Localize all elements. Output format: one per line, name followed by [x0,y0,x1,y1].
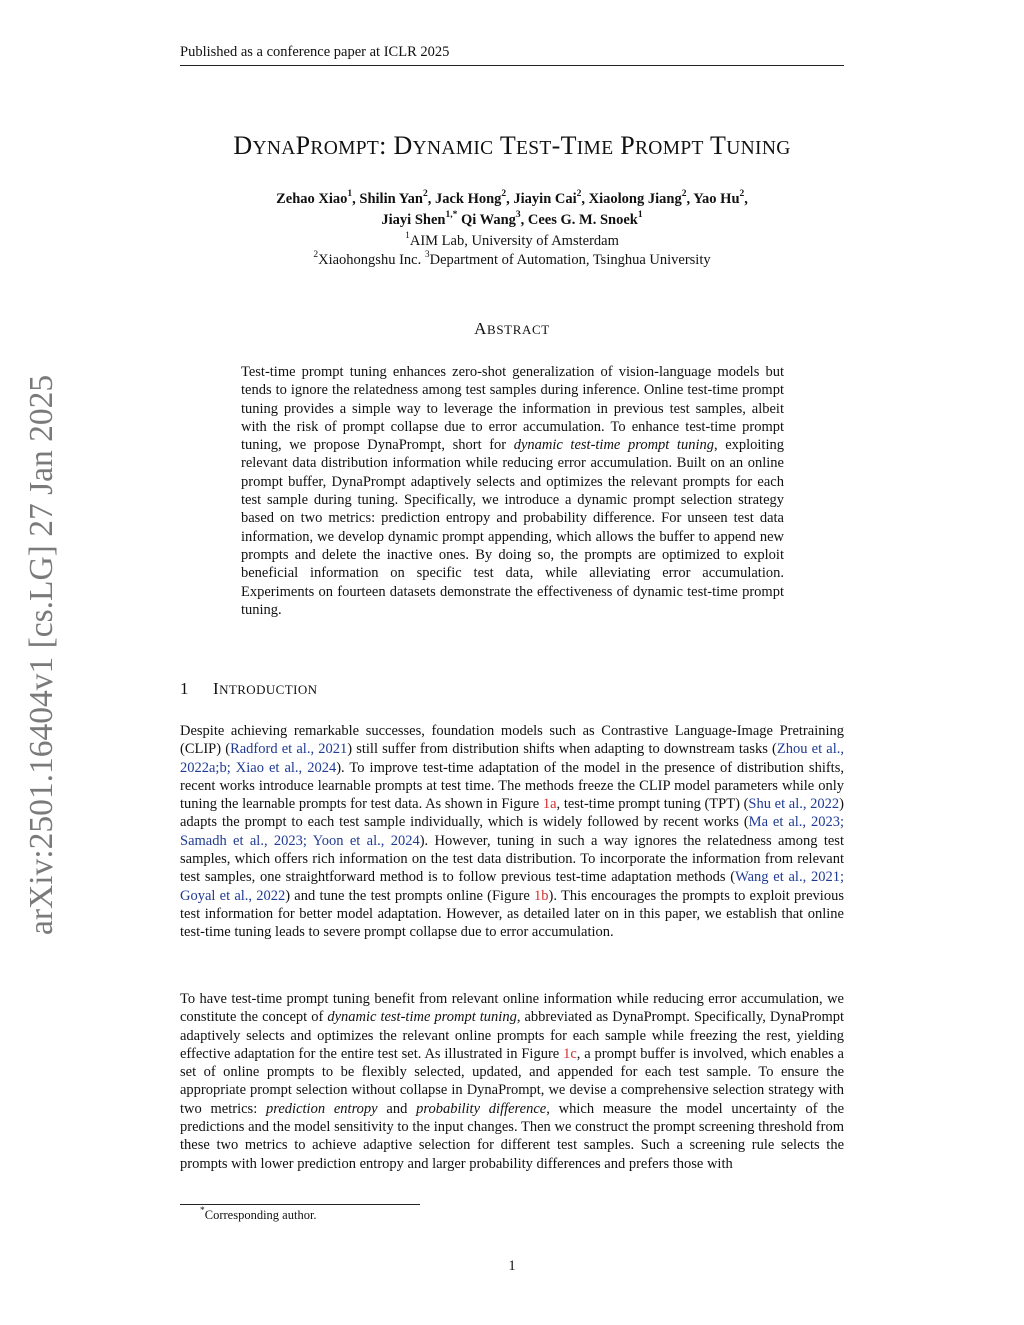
author-affiliation-marker: 2 [576,189,582,200]
body-text: Test-time prompt tuning enhances zero-shot generalization of vision-language models but tends to ignore the relatedness among test samples during inference. Online test-time prompt tuning provides a simple way to leverage the information in previous test samples, albeit with the risk of prompt collapse due to error accumulation. To enhance test-time prompt tuning, we propose DynaPrompt, short for [241,364,784,454]
citation-link[interactable]: Zhou et al., 2022a;b; Xiao et al., 2024 [180,741,844,776]
running-header: Published as a conference paper at ICLR 2025 [180,44,450,60]
figure-reference-link[interactable]: 1c [563,1045,577,1062]
footnote-marker: * [200,1205,205,1216]
section-number: 1 [180,679,189,698]
affiliation-line-1 [180,233,844,250]
author-name: Qi Wang [460,212,516,228]
affiliation-line-2 [180,252,844,269]
footnote-text: Corresponding author. [204,1208,317,1222]
citation-link[interactable]: Wang et al., 2021; Goyal et al., 2022 [180,869,844,904]
author-name: Jiayin Cai [513,191,577,207]
body-text: To have test-time prompt tuning benefit from relevant online information while reducing error accumulation, we constitute the concept of [180,991,844,1026]
section-heading [180,679,317,699]
author-affiliation-marker: 1 [347,189,353,200]
footnote [200,1205,317,1223]
affiliation-text: AIM Lab, University of Amsterdam [409,233,619,249]
body-text: , which measure the model uncertainty of the predictions and the model sensitivity to the input changes. Then we construct the prompt screening threshold from these two metrics to achieve adaptive selection for different test samples. Such a screening rule selects the prompts with lower prediction entropy and larger probability differences and prefers those with [180,1100,845,1172]
paper-title: DYNAPROMPT: DYNAMIC TEST-TIME PROMPT TUNING [233,131,791,160]
author-line-1: Zehao Xiao$^1$, Shilin Yan$^2$, Jack Hong$^2$, Jiayin Cai$^2$, Xiaolong Jiang$^2$, Yao Hu$^2$, [276,189,748,207]
citation-link[interactable]: Shu et al., 2022 [748,796,840,813]
body-paragraph-1 [180,722,844,942]
author-affiliation-marker: 2 [422,189,428,200]
body-text: , abbreviated as DynaPrompt. Specifically, DynaPrompt adaptively selects and optimizes the relevant online prompts for each sample while freezing the rest, yielding effective adaptation for the entire test set. As illustrated in Figure [180,1009,844,1062]
emphasis-text: dynamic test-time prompt tuning [327,1009,517,1026]
body-text: ). However, tuning in such a way ignores the relatedness among test samples, which offers rich information on the test data distribution. To incorporate the information from relevant test samples, one straightforward method is to follow previous test-time adaptation methods ( [180,832,844,886]
body-text: , test-time prompt tuning (TPT) ( [556,796,749,813]
emphasis-text: probability difference [416,1100,547,1117]
affiliation-marker: 2 [313,250,319,261]
author-name: Jiayi Shen [381,212,446,228]
author-name: Cees G. M. Snoek [527,212,638,228]
body-text: Despite achieving remarkable successes, foundation models such as Contrastive Language-Image Pretraining (CLIP) ( [180,723,844,758]
body-text: , exploiting relevant data distribution information while reducing error accumulation. Built on an online prompt buffer, DynaPrompt adaptively selects and optimizes the relevant prompts for each test sample during tuning. Specifically, we introduce a dynamic prompt selection strategy based on two metrics: prediction entropy and probability difference. For unseen test data information, we develop dynamic prompt appending, which allows the buffer to append new prompts and delete the inactive ones. By doing so, the prompts are optimized to exploit beneficial information on specific test data, while alleviating error accumulation. Experiments on fourteen datasets demonstrate the effectiveness of dynamic test-time prompt tuning. [241,437,784,618]
arxiv-sidebar-stamp: arXiv:2501.16404v1 [cs.LG] 27 Jan 2025 [23,374,60,935]
abstract-body [241,363,784,619]
body-text: and [377,1100,417,1117]
author-name: Zehao Xiao [276,191,348,207]
author-name: Yao Hu [693,191,740,207]
emphasis-text: prediction entropy [266,1100,378,1117]
affiliation-text: Xiaohongshu Inc. [318,252,425,268]
affiliation-marker: 3 [424,250,430,261]
emphasis-text: dynamic test-time prompt tuning [513,437,714,454]
body-text: ). This encourages the prompts to exploit previous test information for better model adaptation. However, as detailed later on in this paper, we establish that online test-time tuning leads to severe prompt collapse due to error accumulation. [180,887,844,941]
footnote-rule [180,1204,420,1205]
body-paragraph-2 [180,990,844,1173]
header-rule [180,65,844,66]
citation-link[interactable]: Ma et al., 2023; Samadh et al., 2023; Yoon et al., 2024 [180,814,844,849]
body-text: ) and tune the test prompts online (Figure [285,887,535,904]
author-name: Jack Hong [434,191,502,207]
author-affiliation-marker: 2 [739,189,745,200]
body-text: ) adapts the prompt to each test sample individually, which is widely followed by recent works ( [180,796,844,831]
author-name: Xiaolong Jiang [588,191,682,207]
author-affiliation-marker: 1 [637,210,643,221]
affiliation-marker: 1 [405,231,410,242]
body-text: ) still suffer from distribution shifts when adapting to downstream tasks ( [347,741,777,758]
figure-reference-link[interactable]: 1b [534,887,549,904]
author-affiliation-marker: 2 [681,189,687,200]
abstract-heading: ABSTRACT [474,319,550,338]
body-text: ). To improve test-time adaptation of the model in the presence of distribution shifts, recent works introduce learnable prompts at test time. The methods freeze the CLIP model parameters while only tuning the learnable prompts for test data. As shown in Figure [180,759,844,813]
author-name: Shilin Yan [359,191,423,207]
body-text: , a prompt buffer is involved, which enables a set of online prompts to be flexibly selected, updated, and appended for each test sample. To ensure the appropriate prompt selection without collapse in DynaPrompt, we devise a comprehensive selection strategy with two metrics: [180,1045,844,1117]
author-affiliation-marker: 2 [501,189,507,200]
author-affiliation-marker: 1,* [445,210,458,221]
figure-reference-link[interactable]: 1a [542,796,557,813]
author-affiliation-marker: 3 [515,210,521,221]
citation-link[interactable]: Radford et al., 2021 [230,741,348,758]
page-number: 1 [508,1258,516,1274]
section-title: INTRODUCTION [213,679,318,698]
author-line-2: Jiayi Shen$^{1,*}$ Qi Wang$^3$, Cees G. M. Snoek$^1$ [381,210,643,228]
affiliation-text: Department of Automation, Tsinghua University [429,252,711,268]
